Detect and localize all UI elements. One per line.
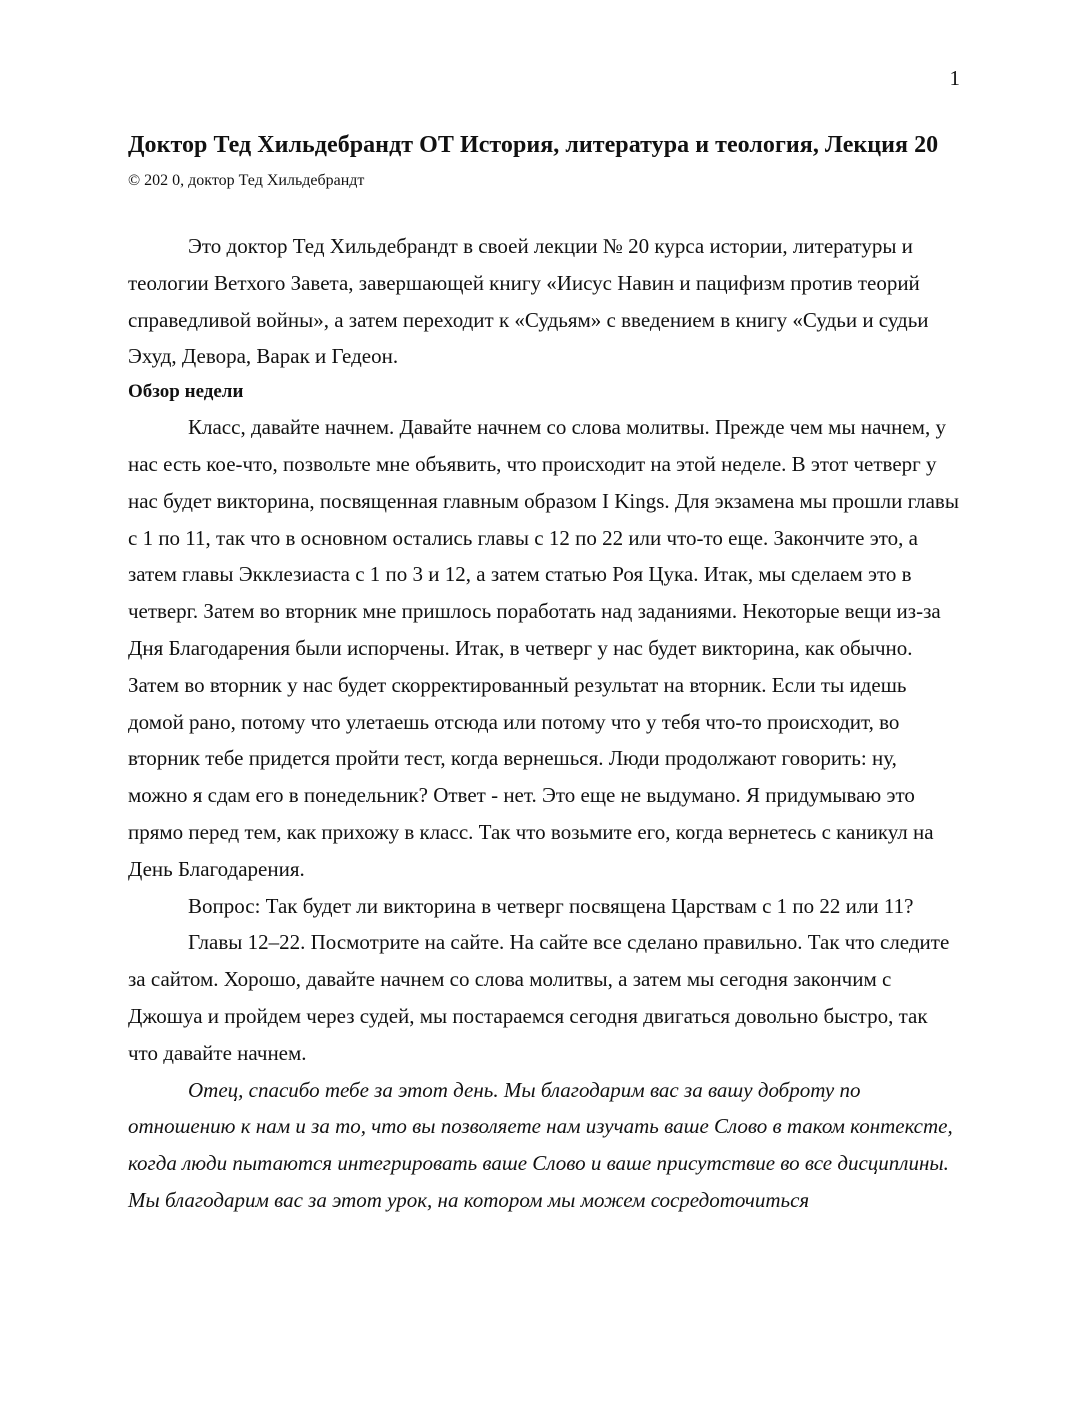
document-title: Доктор Тед Хильдебрандт ОТ История, литература и теология, Лекция 20	[128, 132, 939, 158]
question-paragraph: Вопрос: Так будет ли викторина в четверг посвящена Царствам с 1 по 22 или 11?	[188, 893, 914, 918]
document-body	[128, 126, 960, 1219]
copyright-line: © 202 0, доктор Тед Хильдебрандт	[128, 172, 365, 189]
intro-paragraph: Это доктор Тед Хильдебрандт в своей лекции № 20 курса истории, литературы и теологии Ветхого Завета, завершающей книгу «Иисус Навин и пацифизм против теорий справедливой войны», а затем переходит к «Судьям» с введением в книгу «Судьи и судьи Эхуд, Девора, Варак и Гедеон.	[128, 234, 929, 369]
section-heading: Обзор недели	[128, 381, 244, 403]
page-number: 1	[949, 66, 960, 90]
prayer-paragraph: Отец, спасибо тебе за этот день. Мы благодарим вас за вашу доброту по отношению к нам и за то, что вы позволяете нам изучать ваше Слово в таком контексте, когда люди пытаются интегрировать ваше Слово и ваше присутствие во все дисциплины. Мы благодарим вас за этот урок, на котором мы можем сосредоточиться	[128, 1077, 953, 1212]
answer-paragraph: Главы 12–22. Посмотрите на сайте. На сайте все сделано правильно. Так что следите за сайтом. Хорошо, давайте начнем со слова молитвы, а затем мы сегодня закончим с Джошуа и пройдем через судей, мы постараемся сегодня двигаться довольно быстро, так что давайте начнем.	[128, 930, 950, 1065]
body-paragraph: Класс, давайте начнем. Давайте начнем со слова молитвы. Прежде чем мы начнем, у нас есть кое-что, позвольте мне объявить, что происходит на этой неделе. В этот четверг у нас будет викторина, посвященная главным образом I Kings. Для экзамена мы прошли главы с 1 по 11, так что в основном остались главы с 12 по 22 или что-то еще. Закончите это, а затем главы Экклезиаста с 1 по 3 и 12, а затем статью Роя Цука. Итак, мы сделаем это в четверг. Затем во вторник мне пришлось поработать над заданиями. Некоторые вещи из-за Дня Благодарения были испорчены. Итак, в четверг у нас будет викторина, как обычно. Затем во вторник у нас будет скорректированный результат на вторник. Если ты идешь домой рано, потому что улетаешь отсюда или потому что у тебя что-то происходит, во вторник тебе придется пройти тест, когда вернешься. Люди продолжают говорить: ну, можно я сдам его в понедельник? Ответ - нет. Это еще не выдумано. Я придумываю это прямо перед тем, как прихожу в класс. Так что возьмите его, когда вернетесь с каникул на День Благодарения.	[128, 415, 959, 881]
